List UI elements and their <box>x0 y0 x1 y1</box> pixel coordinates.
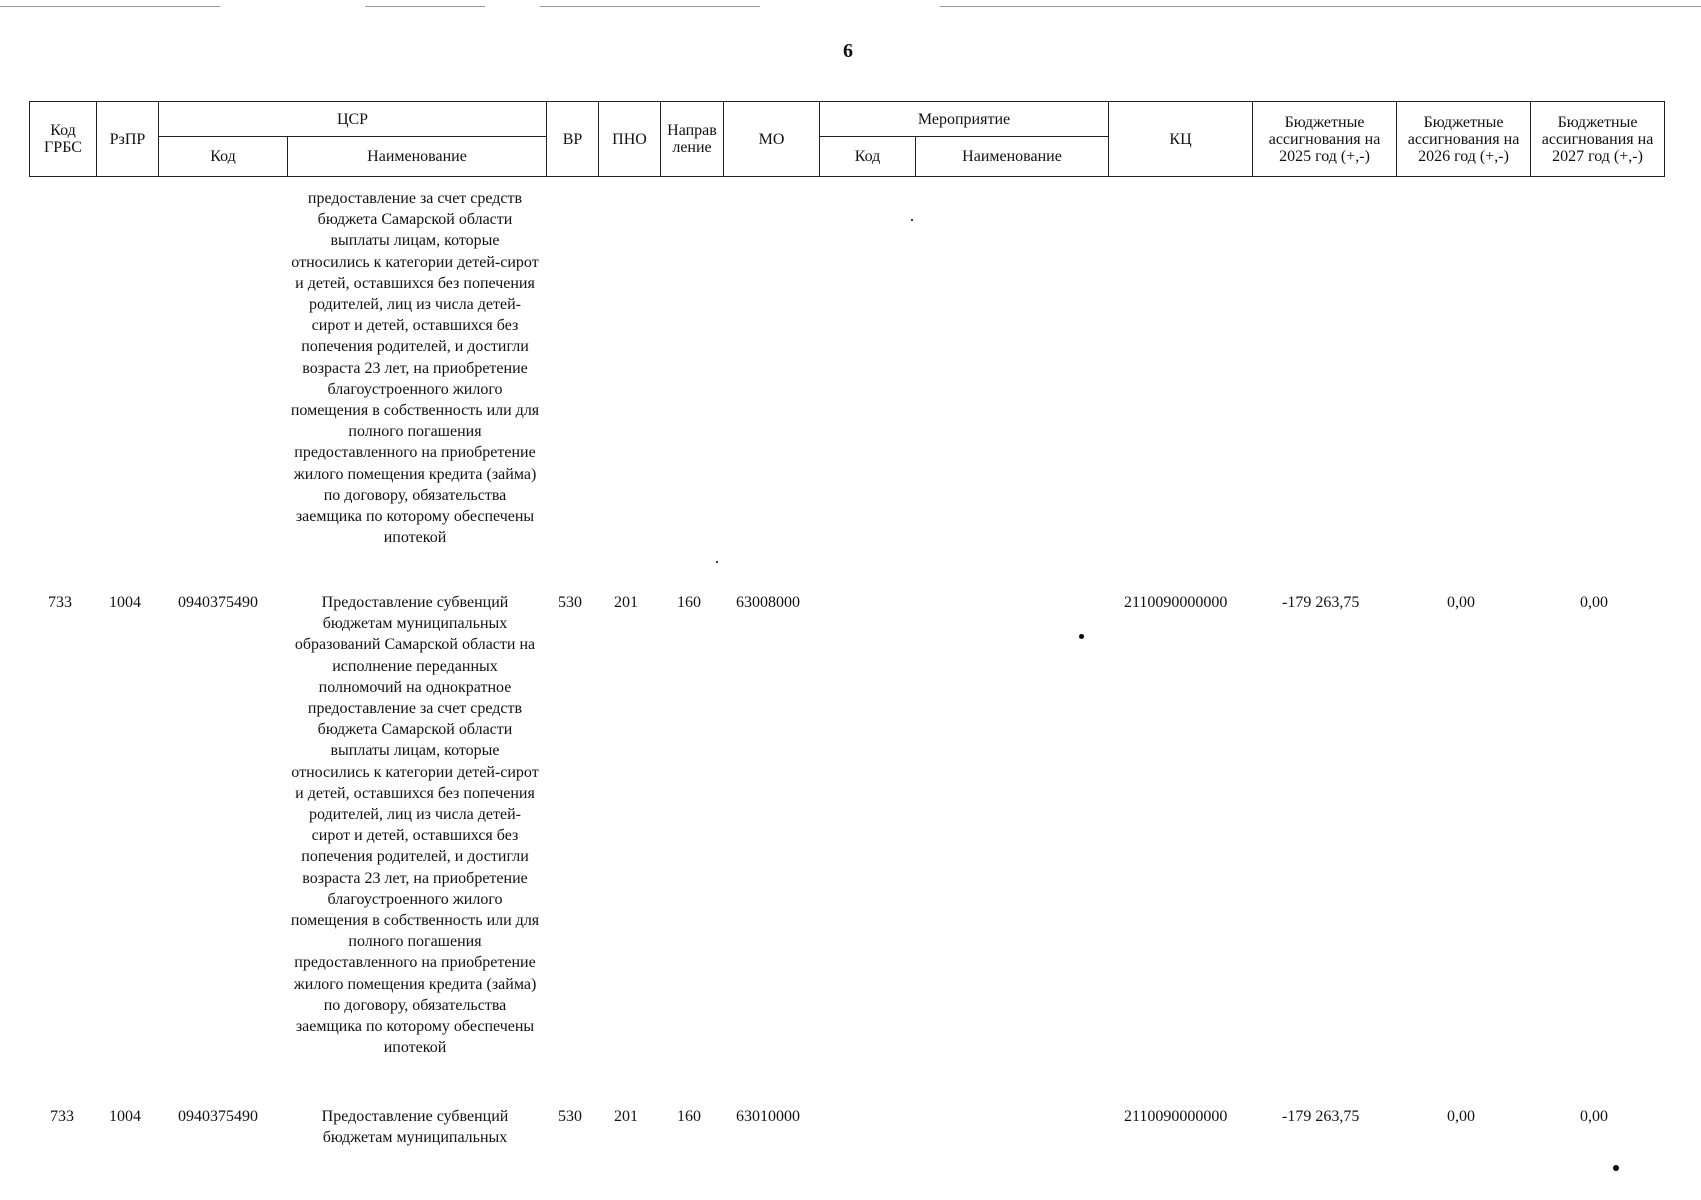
row-kod-grbs: 733 <box>48 594 72 611</box>
scan-speck <box>1613 1165 1619 1171</box>
header-napr: Направ ление <box>661 102 724 177</box>
row-csr-kod: 0940375490 <box>178 1108 258 1125</box>
header-b2026: Бюджетные ассигнования на 2026 год (+,-) <box>1397 102 1531 177</box>
scan-speck <box>716 561 718 563</box>
row-napr: 160 <box>677 1108 701 1125</box>
row-rzpr: 1004 <box>109 1108 141 1125</box>
row-b2026: 0,00 <box>1447 594 1475 611</box>
row-b2027: 0,00 <box>1580 1108 1608 1125</box>
header-meropr-kod: Код <box>820 137 916 177</box>
header-rzpr: РзПР <box>97 102 159 177</box>
row-kod-grbs: 733 <box>50 1108 74 1125</box>
header-vr: ВР <box>547 102 599 177</box>
row-description: Предоставление субвенций бюджетам муниципальных <box>321 1108 509 1147</box>
row-mo: 63008000 <box>736 594 800 611</box>
row-b2025: -179 263,75 <box>1282 594 1360 611</box>
budget-table-header <box>29 101 1665 177</box>
row-b2026: 0,00 <box>1447 1108 1475 1125</box>
row-rzpr: 1004 <box>109 594 141 611</box>
header-b2025: Бюджетные ассигнования на 2025 год (+,-) <box>1253 102 1397 177</box>
row-napr: 160 <box>677 594 701 611</box>
row-description: предоставление за счет средств бюджета Самарской области выплаты лицам, которые относились к категории детей-сирот и детей, оставшихся без попечения родителей, лиц из числа детей-сирот и детей, оставшихся без попечения родителей, и достигли возраста 23 лет, на приобретение благоустроенного жилого помещения в собственность или для полного погашения предоставленного на приобретение жилого помещения кредита (займа) по договору, обязательства заемщика по которому обеспечены ипотекой <box>290 190 540 547</box>
scan-speck <box>911 219 913 221</box>
row-b2025: -179 263,75 <box>1282 1108 1360 1125</box>
row-pno: 201 <box>614 1108 638 1125</box>
header-csr-kod: Код <box>159 137 288 177</box>
header-meropr: Мероприятие <box>820 102 1109 137</box>
header-csr-name: Наименование <box>288 137 547 177</box>
row-kc: 2110090000000 <box>1124 594 1228 611</box>
row-b2027: 0,00 <box>1580 594 1608 611</box>
row-pno: 201 <box>614 594 638 611</box>
scan-speck <box>1079 634 1084 639</box>
row-vr: 530 <box>558 594 582 611</box>
header-mo: МО <box>724 102 820 177</box>
header-pno: ПНО <box>599 102 661 177</box>
row-csr-kod: 0940375490 <box>178 594 258 611</box>
header-csr: ЦСР <box>159 102 547 137</box>
row-kc: 2110090000000 <box>1124 1108 1228 1125</box>
table-body <box>0 178 1701 1200</box>
row-vr: 530 <box>558 1108 582 1125</box>
header-kc: КЦ <box>1109 102 1253 177</box>
row-description: Предоставление субвенций бюджетам муниципальных образований Самарской области на исполнение переданных полномочий на однократное предоставление за счет средств бюджета Самарской области выплаты лицам, которые относились к категории детей-сирот и детей, оставшихся без попечения родителей, лиц из числа детей-сирот и детей, оставшихся без попечения родителей, и достигли возраста 23 лет, на приобретение благоустроенного жилого помещения в собственность или для полного погашения предоставленного на приобретение жилого помещения кредита (займа) по договору, обязательства заемщика по которому обеспечены ипотекой <box>290 594 540 1057</box>
page-number: 6 <box>843 40 853 62</box>
header-b2027: Бюджетные ассигнования на 2027 год (+,-) <box>1531 102 1665 177</box>
header-meropr-name: Наименование <box>916 137 1109 177</box>
header-kod-grbs: Код ГРБС <box>30 102 97 177</box>
row-mo: 63010000 <box>736 1108 800 1125</box>
